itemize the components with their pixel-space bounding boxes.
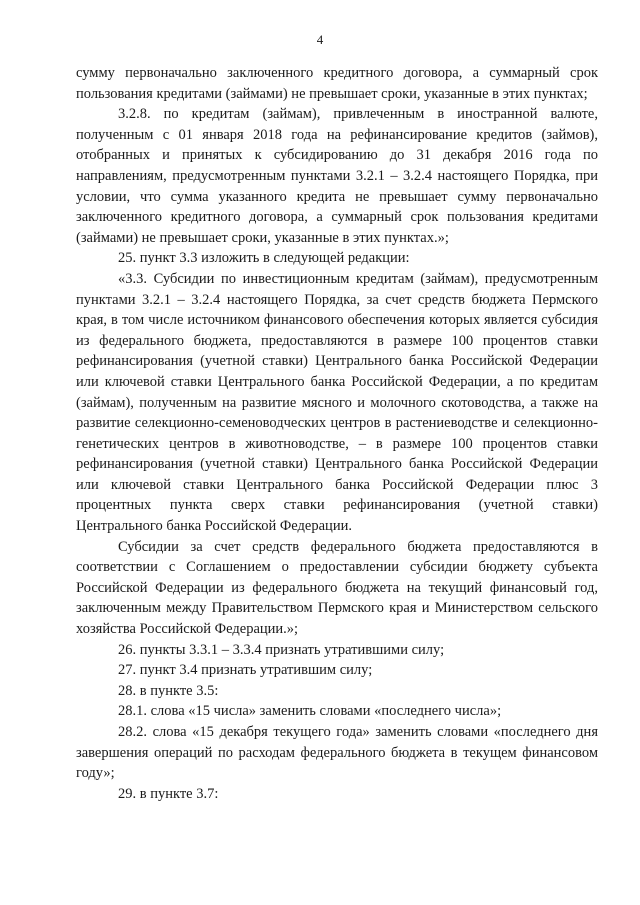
paragraph: 25. пункт 3.3 изложить в следующей редакции: [118, 250, 410, 267]
document-body [76, 63, 598, 804]
paragraph: сумму первоначально заключенного кредитного договора, а суммарный срок пользования кредитами (займами) не превышает сроки, указанные в этих пунктах; [76, 65, 598, 102]
paragraph: Субсидии за счет средств федерального бюджета предоставляются в соответствии с Соглашением о предоставлении субсидии бюджету субъекта Российской Федерации из федерального бюджета на текущий финансовый год, заключенным между Правительством Пермского края и Министерством сельского хозяйства Российской Федерации.»; [76, 538, 598, 638]
paragraph: 28.1. слова «15 числа» заменить словами «последнего числа»; [118, 703, 502, 720]
paragraph: 28. в пункте 3.5: [118, 682, 219, 699]
paragraph: 29. в пункте 3.7: [118, 785, 219, 802]
paragraph: 3.2.8. по кредитам (займам), привлеченным в иностранной валюте, полученным с 01 января 2018 года на рефинансирование кредитов (займов), отобранных и принятых к субсидированию до 31 декабря 2016 года по направлениям, предусмотренным пунктами 3.2.1 – 3.2.4 настоящего Порядка, при условии, что сумма указанного кредита не превышает сумму первоначально заключенного кредитного договора, а суммарный срок пользования кредитами (займами) не превышает сроки, указанные в этих пунктах.»; [76, 106, 598, 246]
paragraph: 28.2. слова «15 декабря текущего года» заменить словами «последнего дня завершения операций по расходам федерального бюджета в текущем финансовом году»; [76, 724, 598, 782]
paragraph: 26. пункты 3.3.1 – 3.3.4 признать утратившими силу; [118, 641, 445, 658]
paragraph: 27. пункт 3.4 признать утратившим силу; [118, 662, 373, 679]
paragraph: «3.3. Субсидии по инвестиционным кредитам (займам), предусмотренным пунктами 3.2.1 – 3.2.4 настоящего Порядка, за счет средств бюджета Пермского края, в том числе источником финансового обеспечения которых является субсидия из федерального бюджета, предоставляются в размере 100 процентов ставки рефинансирования (учетной ставки) Центрального банка Российской Федерации или ключевой ставки Центрального банка Российской Федерации, а по кредитам (займам), полученным на развитие мясного и молочного скотоводства, а также на развитие селекционно-семеноводческих центров в растениеводстве и селекционно-генетических центров в животноводстве, – в размере 100 процентов ставки рефинансирования (учетной ставки) Центрального банка Российской Федерации или ключевой ставки Центрального банка Российской Федерации плюс 3 процентных пункта сверх ставки рефинансирования (учетной ставки) Центрального банка Российской Федерации. [76, 270, 598, 535]
page-number: 4 [316, 32, 324, 47]
